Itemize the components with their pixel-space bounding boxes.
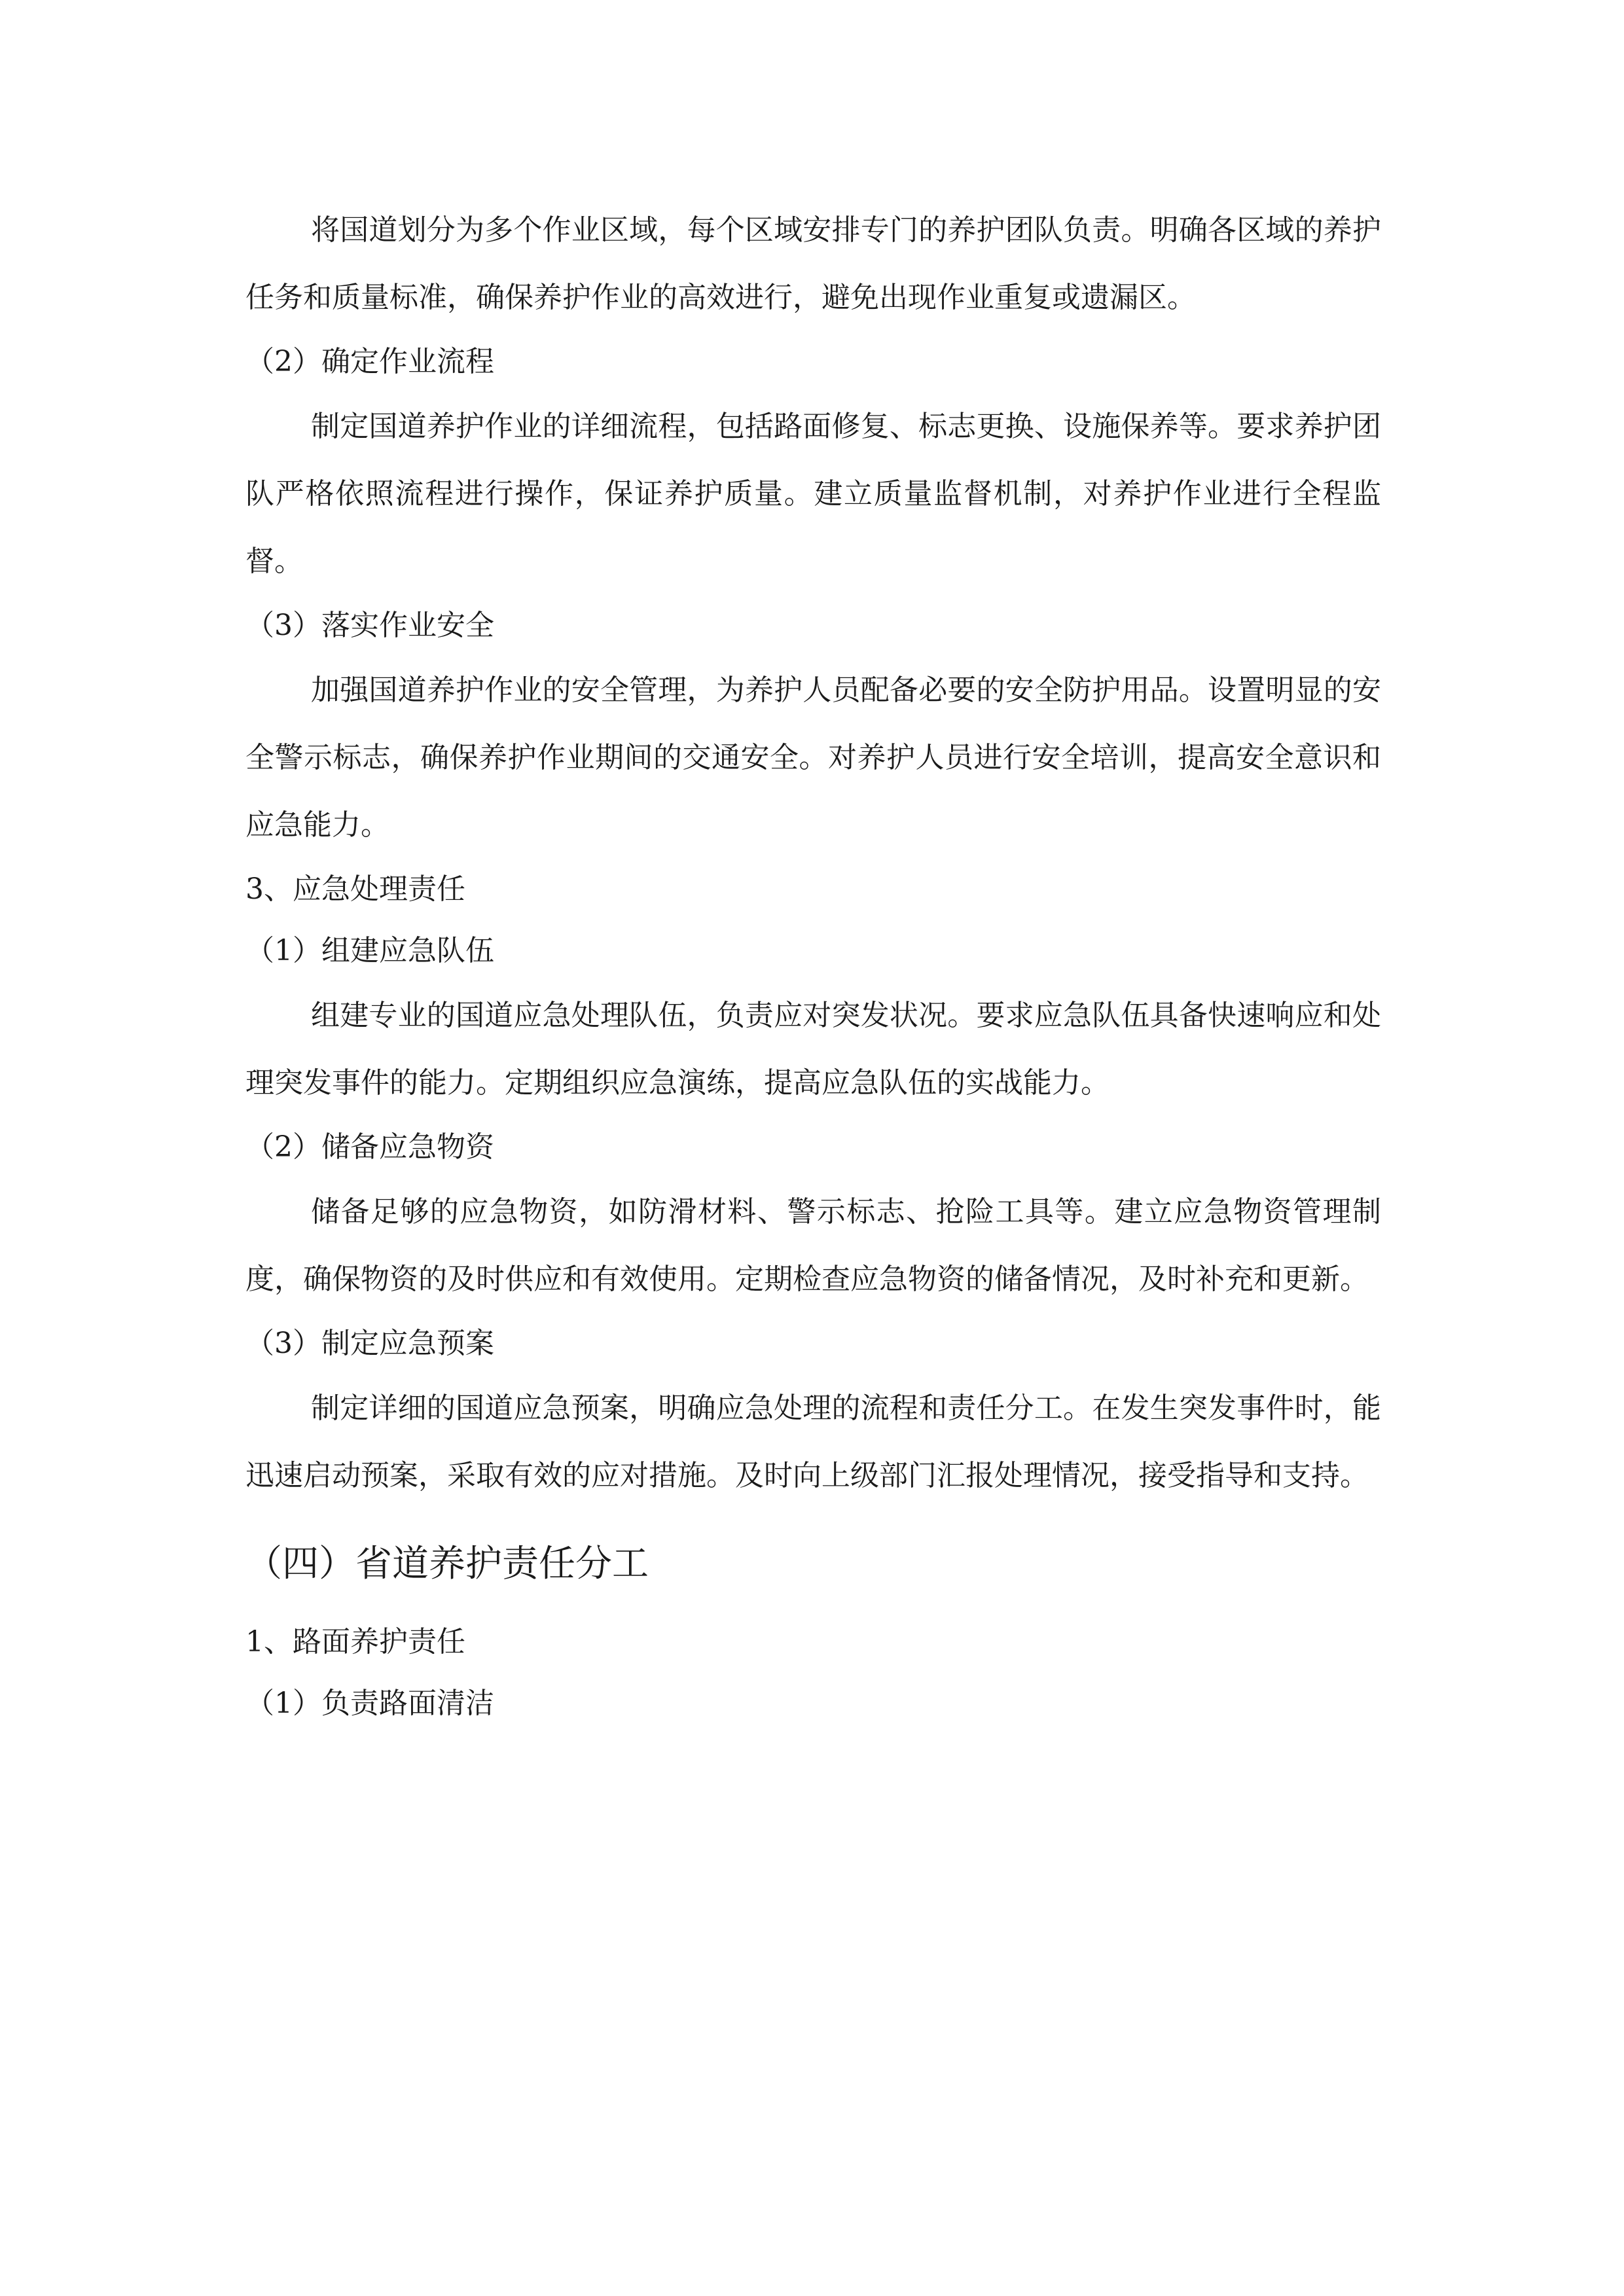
section-heading-provincial-road: （四）省道养护责任分工 [245, 1543, 649, 1585]
subheading-work-safety: （3）落实作业安全 [245, 609, 494, 642]
paragraph-emergency-plan: 制定详细的国道应急预案，明确应急处理的流程和责任分工。在发生突发事件时，能迅速启动预案，采取有效的应对措施。及时向上级部门汇报处理情况，接受指导和支持。 [245, 1391, 1381, 1492]
subheading-emergency-team: （1）组建应急队伍 [245, 934, 494, 967]
subheading-emergency-supplies: （2）储备应急物资 [245, 1130, 494, 1164]
subheading-pavement-cleaning: （1）负责路面清洁 [245, 1687, 494, 1720]
subheading-emergency-plan: （3）制定应急预案 [245, 1327, 494, 1360]
paragraph-work-process: 制定国道养护作业的详细流程，包括路面修复、标志更换、设施保养等。要求养护团队严格依照流程进行操作，保证养护质量。建立质量监督机制，对养护作业进行全程监督。 [245, 410, 1381, 578]
document-page [245, 196, 1381, 1734]
paragraph-emergency-team: 组建专业的国道应急处理队伍，负责应对突发状况。要求应急队伍具备快速响应和处理突发事件的能力。定期组织应急演练，提高应急队伍的实战能力。 [245, 999, 1381, 1100]
paragraph-work-safety: 加强国道养护作业的安全管理，为养护人员配备必要的安全防护用品。设置明显的安全警示标志，确保养护作业期间的交通安全。对养护人员进行安全培训，提高安全意识和应急能力。 [245, 673, 1381, 842]
subheading-work-process: （2）确定作业流程 [245, 345, 494, 378]
heading-emergency-responsibility: 3、应急处理责任 [245, 872, 465, 906]
heading-pavement-responsibility: 1、路面养护责任 [245, 1625, 465, 1659]
paragraph-work-zones: 将国道划分为多个作业区域，每个区域安排专门的养护团队负责。明确各区域的养护任务和质量标准，确保养护作业的高效进行，避免出现作业重复或遗漏区。 [245, 213, 1381, 314]
paragraph-emergency-supplies: 储备足够的应急物资，如防滑材料、警示标志、抢险工具等。建立应急物资管理制度，确保物资的及时供应和有效使用。定期检查应急物资的储备情况，及时补充和更新。 [245, 1195, 1381, 1296]
